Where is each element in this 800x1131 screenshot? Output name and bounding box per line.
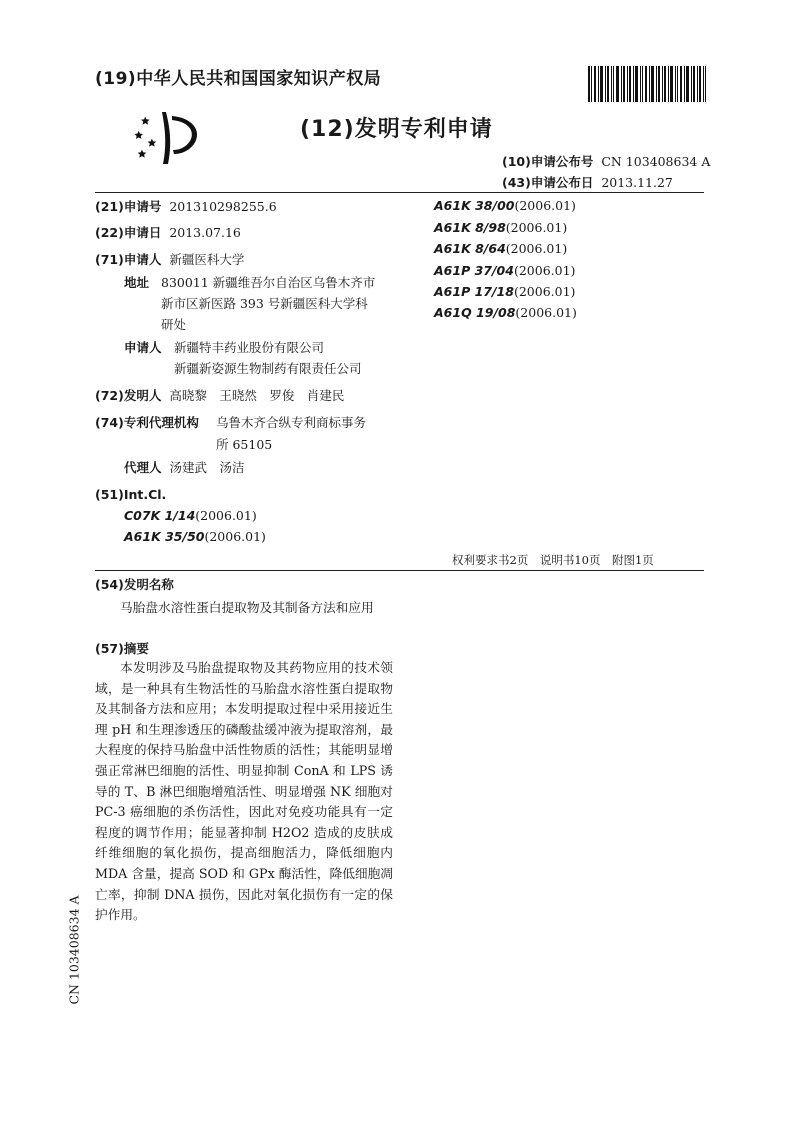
ipc-right-entry: [434, 305, 577, 320]
side-publication-number-text: CN 103408634 A: [66, 895, 82, 1005]
document-type: (12)发明专利申请: [300, 117, 493, 142]
address: [161, 272, 375, 335]
barcode-icon: [588, 66, 706, 102]
ipc-version: (2006.01): [204, 529, 266, 544]
abstract-label-text: (57)摘要: [95, 641, 149, 656]
header-divider: [95, 192, 704, 193]
ipc-version: (2006.01): [505, 241, 568, 256]
applicant2-row: [124, 337, 162, 358]
ipc-version: (2006.01): [514, 198, 576, 213]
publication-date-label: (43)申请公布日: [502, 175, 594, 190]
application-number: 201310298255.6: [169, 199, 277, 214]
ipc-right-entry: [434, 241, 567, 256]
application-date: 2013.07.16: [169, 225, 241, 240]
ipc-code: A61Q 19/08: [434, 305, 516, 320]
ipc-version: (2006.01): [515, 305, 577, 320]
ipc-version: (2006.01): [513, 284, 576, 299]
application-date-row: [95, 222, 241, 243]
page-counts: 权利要求书2页 说明书10页 附图1页: [452, 553, 654, 567]
applicant: 新疆医科大学: [169, 252, 245, 267]
ipc-right-entry: [434, 198, 576, 213]
publication-number: CN 103408634 A: [601, 154, 711, 169]
ipc-code: A61K 38/00: [434, 198, 515, 213]
abstract-label: [95, 638, 149, 659]
intcl-entry: [124, 529, 266, 544]
address-line: 830011 新疆维吾尔自治区乌鲁木齐市: [161, 275, 376, 290]
application-date-label: (22)申请日: [95, 225, 162, 240]
side-publication-number: [64, 895, 84, 1005]
address-line: 新市区新医路 393 号新疆医科大学科: [161, 296, 368, 311]
application-number-label: (21)申请号: [95, 199, 162, 214]
publication-number-row: [502, 152, 710, 170]
applicant-row: [95, 249, 244, 270]
agency-line-2: 所 65105: [216, 437, 273, 452]
applicant2: [174, 337, 362, 379]
ipc-code: A61K 8/64: [434, 241, 506, 256]
ipc-code: A61P 17/18: [434, 284, 514, 299]
ipc-version: (2006.01): [195, 508, 257, 523]
agency-label: (74)专利代理机构: [95, 415, 199, 430]
address-label: 地址: [124, 275, 150, 290]
ipc-code: A61P 37/04: [434, 263, 514, 278]
agency: [216, 412, 366, 433]
invention-title: 马胎盘水溶性蛋白提取物及其制备方法和应用: [120, 600, 374, 615]
publication-number-label: (10)申请公布号: [502, 154, 594, 169]
agency-line: 乌鲁木齐合纵专利商标事务: [216, 415, 367, 430]
inventors: 高晓黎 王晓然 罗俊 肖建民: [169, 388, 345, 403]
sipo-logo-icon: [132, 110, 210, 166]
office-name: (19)中华人民共和国国家知识产权局: [95, 69, 382, 89]
inventor-label: (72)发明人: [95, 388, 162, 403]
applicant2-line: 新疆新姿源生物制药有限责任公司: [174, 361, 362, 376]
ipc-code: C07K 1/14: [124, 508, 196, 523]
publication-date: 2013.11.27: [601, 175, 673, 190]
address-row: [124, 272, 149, 293]
title-label: [95, 574, 174, 595]
ipc-version: (2006.01): [505, 220, 568, 235]
title-label-text: (54)发明名称: [95, 577, 174, 592]
intcl-entry: [124, 508, 257, 523]
ipc-code: A61K 8/98: [434, 220, 506, 235]
address-line: 研处: [161, 317, 187, 332]
agency-row: [95, 412, 199, 433]
inventor-row: [95, 385, 344, 406]
applicant-label: (71)申请人: [95, 252, 162, 267]
ipc-right-entry: [434, 263, 575, 278]
agent-row: [124, 457, 245, 478]
intcl-label: [95, 484, 166, 505]
ipc-version: (2006.01): [513, 263, 576, 278]
intcl-label-text: (51)Int.Cl.: [95, 487, 167, 502]
ipc-code: A61K 35/50: [124, 529, 205, 544]
applicant2-label: 申请人: [124, 340, 162, 355]
section-divider: [95, 570, 704, 571]
application-number-row: [95, 196, 277, 217]
ipc-right-entry: [434, 284, 575, 299]
ipc-right-entry: [434, 220, 567, 235]
applicant2-line: 新疆特丰药业股份有限公司: [174, 340, 325, 355]
agents: 汤建武 汤洁: [169, 460, 245, 475]
abstract-text: 本发明涉及马胎盘提取物及其药物应用的技术领域，是一种具有生物活性的马胎盘水溶性蛋白提取物及其制备方法和应用；本发明提取过程中采用接近生理 pH 和生理渗透压的磷酸盐缓冲液为提取溶剂，最大程度的保持马胎盘中活性物质的活性；其能明显增强正常淋巴细胞的活性、明显抑制 ConA 和 LPS 诱导的 T、B 淋巴细胞增殖活性、明显增强 NK 细胞对 PC-3 癌细胞的杀伤活性，因此对免疫功能具有一定程度的调节作用；能显著抑制 H2O2 造成的皮肤成纤维细胞的氧化损伤，提高细胞活力，降低细胞内 MDA 含量，提高 SOD 和 GPx 酶活性，降低细胞凋亡率，抑制 DNA 损伤，因此对氧化损伤有一定的保护作用。: [95, 660, 393, 923]
publication-date-row: [502, 173, 673, 191]
agent-label: 代理人: [124, 460, 162, 475]
